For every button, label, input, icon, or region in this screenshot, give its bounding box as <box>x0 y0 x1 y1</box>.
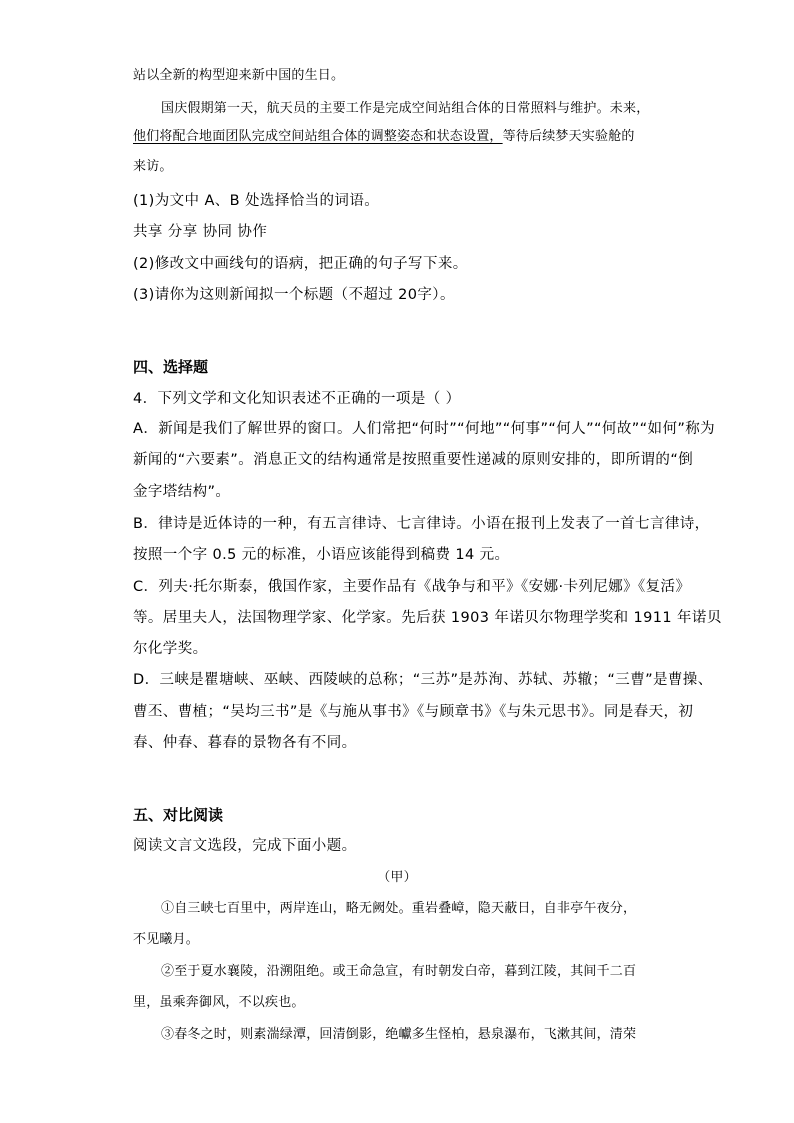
passage-line-2: 国庆假期第一天，航天员的主要工作是完成空间站组合体的日常照料与维护。未来， <box>161 101 650 116</box>
classical-para-2-line-2: 里，虽乘奔御风，不以疾也。 <box>133 995 305 1010</box>
passage-line-4: 来访。 <box>133 159 173 174</box>
classical-para-1-line-1: ①自三峡七百里中，两岸连山，略无阙处。重岩叠嶂，隐天蔽日，自非亭午夜分， <box>161 901 637 916</box>
option-c-line-3: 尔化学奖。 <box>133 641 208 657</box>
classical-para-2-line-1: ②至于夏水襄陵，沿溯阻绝。或王命急宣，有时朝发白帝，暮到江陵，其间千二百 <box>161 964 637 979</box>
passage-jia-label: （甲） <box>377 870 417 885</box>
option-a-line-1: A．新闻是我们了解世界的窗口。人们常把“何时”“何地”“何事”“何人”“何故”“如何”称为 <box>133 421 716 437</box>
option-a-line-2: 新闻的“六要素”。消息正文的结构通常是按照重要性递减的原则安排的，即所谓的“倒 <box>133 452 694 468</box>
sub-question-3: (3)请你为这则新闻拟一个标题（不超过 20字）。 <box>133 287 455 303</box>
sub-question-1: (1)为文中 A、B 处选择恰当的词语。 <box>133 193 380 209</box>
option-c-line-1: C．列夫·托尔斯泰，俄国作家，主要作品有《战争与和平》《安娜·卡列尼娜》《复活》 <box>133 579 691 595</box>
classical-para-1-line-2: 不见曦月。 <box>133 932 200 947</box>
section-5-instruction: 阅读文言文选段，完成下面小题。 <box>133 838 357 854</box>
passage-line-3-rest: 等待后续梦天实验舱的 <box>502 129 635 144</box>
passage-line-1: 站以全新的构型迎来新中国的生日。 <box>133 68 345 83</box>
option-c-line-2: 等。居里夫人，法国物理学家、化学家。先后获 1903 年诺贝尔物理学奖和 1911 年诺贝 <box>133 610 722 626</box>
passage-line-3 <box>133 127 635 147</box>
option-d-line-3: 春、仲春、暮春的景物各有不同。 <box>133 735 357 751</box>
word-options: 共享 分享 协同 协作 <box>133 224 268 240</box>
section-4-heading: 四、选择题 <box>133 358 209 376</box>
underlined-sentence: 他们将配合地面团队完成空间站组合体的调整姿态和状态设置， <box>133 129 503 144</box>
option-d-line-1: D．三峡是瞿塘峡、巫峡、西陵峡的总称；“三苏”是苏洵、苏轼、苏辙；“三曹”是曹操、 <box>133 672 713 688</box>
option-a-line-3: 金字塔结构”。 <box>133 484 231 500</box>
classical-para-3-line-1: ③春冬之时，则素湍绿潭，回清倒影，绝巘多生怪柏，悬泉瀑布，飞漱其间，清荣 <box>161 1027 637 1042</box>
option-d-line-2: 曹丕、曹植；“吴均三书”是《与施从事书》《与顾章书》《与朱元思书》。同是春天，初 <box>133 704 694 720</box>
option-b-line-1: B．律诗是近体诗的一种，有五言律诗、七言律诗。小语在报刊上发表了一首七言律诗， <box>133 516 710 532</box>
sub-question-2: (2)修改文中画线句的语病，把正确的句子写下来。 <box>133 256 468 272</box>
section-5-heading: 五、对比阅读 <box>133 806 224 824</box>
option-b-line-2: 按照一个字 0.5 元的标准，小语应该能得到稿费 14 元。 <box>133 547 510 563</box>
question-4-stem: 4．下列文学和文化知识表述不正确的一项是（ ） <box>133 391 461 407</box>
